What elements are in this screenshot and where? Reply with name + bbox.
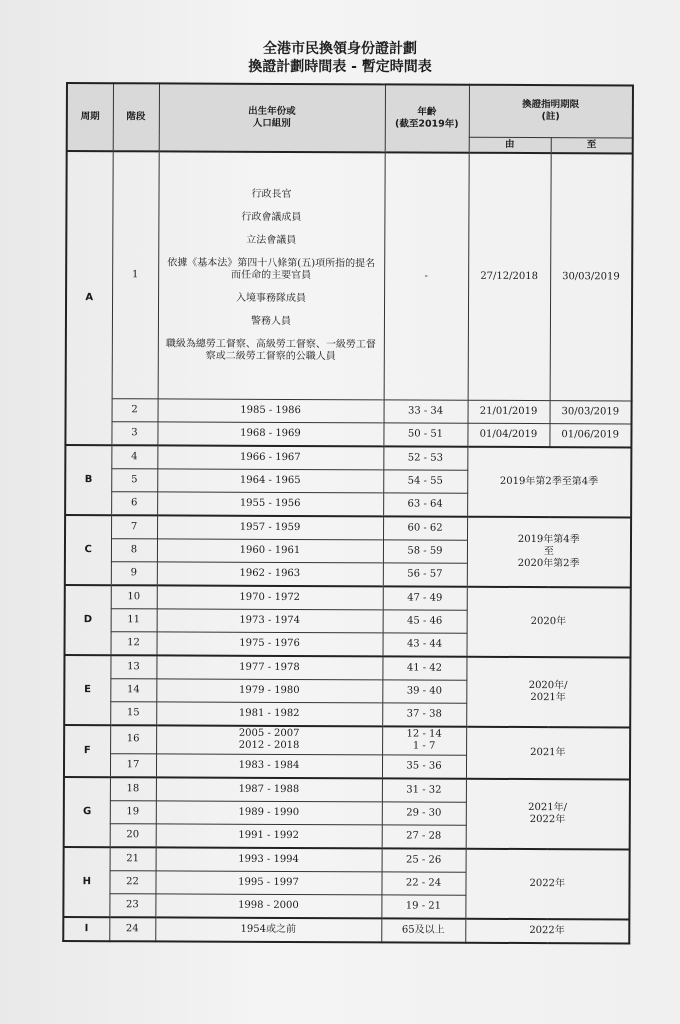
cycle-cell: I [63, 916, 109, 940]
header-phase: 階段 [113, 83, 159, 151]
birth-cell: 1983 - 1984 [156, 753, 382, 777]
from-cell: 01/04/2019 [467, 423, 549, 447]
age-cell: 52 - 53 [383, 446, 467, 470]
period-cell [467, 517, 631, 588]
from-cell: 21/01/2019 [468, 400, 550, 423]
age-cell: 50 - 51 [383, 423, 467, 447]
birth-cell: 1977 - 1978 [156, 655, 382, 679]
phase-cell: 19 [110, 800, 156, 823]
age-cell: 47 - 49 [383, 586, 467, 610]
age-line: 1 - 7 [412, 740, 436, 752]
birth-cell: 1995 - 1997 [155, 870, 381, 894]
phase-cell: 23 [109, 893, 155, 917]
age-cell: 33 - 34 [384, 400, 468, 423]
cycle-cell: B [65, 445, 111, 515]
phase-cell: 1 [112, 151, 159, 399]
phase-cell: 17 [110, 753, 156, 777]
age-cell: - [384, 152, 469, 400]
table-row [65, 445, 631, 471]
age-cell: 63 - 64 [383, 493, 467, 517]
age-cell: 58 - 59 [383, 540, 467, 563]
birth-cell [156, 725, 382, 754]
period-line: 2019年第4季 [517, 533, 580, 546]
period-cell [466, 657, 630, 728]
phase-cell: 10 [111, 585, 157, 609]
table-row [65, 422, 631, 448]
birth-cell: 1998 - 2000 [155, 893, 381, 917]
phase-cell: 8 [111, 539, 157, 562]
birth-cell: 1991 - 1992 [156, 823, 382, 847]
to-cell: 30/03/2019 [550, 401, 632, 424]
table-header [67, 83, 633, 153]
header-period [469, 85, 633, 138]
phase-cell: 4 [111, 445, 157, 469]
table-row [64, 846, 630, 872]
period-cell: 2019年第2季至第4季 [467, 447, 631, 518]
header-birth-line2: 人口組別 [252, 117, 291, 129]
phase-cell: 15 [110, 702, 156, 726]
schedule-table [62, 82, 634, 944]
phase-cell: 16 [110, 725, 156, 753]
period-line: 2020年第2季 [517, 557, 580, 570]
period-line: 至 [543, 546, 554, 558]
age-cell: 65及以上 [381, 918, 465, 942]
birth-line: 2005 - 2007 [238, 728, 300, 740]
header-from: 由 [469, 137, 551, 153]
phase-cell: 11 [111, 609, 157, 632]
table-row [64, 655, 630, 681]
phase-cell: 9 [111, 562, 157, 586]
period-cell: 2020年 [466, 587, 630, 658]
age-cell: 43 - 44 [382, 633, 466, 657]
age-cell: 45 - 46 [383, 610, 467, 633]
header-cycle: 周期 [67, 83, 113, 151]
phase-cell: 24 [109, 917, 155, 941]
table-row [66, 151, 633, 401]
cycle-cell: F [64, 725, 110, 777]
group-item: 依據《基本法》第四十八條第(五)項所指的提名而任命的主要官員 [167, 257, 376, 282]
phase-cell: 3 [111, 422, 157, 446]
age-cell: 22 - 24 [381, 871, 465, 894]
table-row [65, 515, 631, 541]
birth-cell: 1957 - 1959 [157, 515, 383, 539]
period-cell: 2021年 [466, 727, 630, 779]
phase-cell: 12 [110, 632, 156, 656]
birth-cell: 1975 - 1976 [156, 632, 382, 656]
birth-cell: 1985 - 1986 [158, 399, 384, 423]
header-period-line2: (註) [541, 111, 560, 123]
document-subtitle: 換證計劃時間表 - 暫定時間表 [248, 59, 432, 75]
table-row [64, 776, 630, 802]
header-period-line1: 換證指明期限 [522, 99, 580, 111]
birth-cell: 1954或之前 [155, 917, 381, 942]
phase-cell: 22 [109, 870, 155, 893]
cycle-cell: C [65, 515, 111, 585]
table-row [66, 399, 632, 424]
birth-cell: 1973 - 1974 [157, 609, 383, 633]
header-birth-line1: 出生年份或 [248, 105, 296, 118]
phase-cell: 13 [110, 655, 156, 679]
birth-cell: 1993 - 1994 [156, 847, 382, 871]
table-row [65, 585, 631, 611]
birth-cell: 1964 - 1965 [157, 469, 383, 493]
age-cell: 19 - 21 [381, 894, 465, 918]
birth-cell: 1989 - 1990 [156, 800, 382, 824]
from-cell: 27/12/2018 [468, 153, 551, 401]
header-to: 至 [551, 137, 633, 153]
header-age-line2: (截至2019年) [394, 118, 459, 130]
period-cell [466, 778, 630, 849]
phase-cell: 20 [110, 823, 156, 847]
period-cell: 2022年 [465, 918, 629, 943]
document-title: 全港市民換領身份證計劃 [263, 41, 417, 57]
to-cell: 01/06/2019 [549, 424, 631, 448]
cycle-cell: A [65, 151, 112, 445]
table-row [64, 725, 630, 755]
phase-cell: 2 [112, 399, 158, 422]
header-age [385, 84, 469, 152]
birth-line: 2012 - 2018 [238, 740, 300, 752]
period-cell: 2022年 [465, 848, 629, 919]
group-item: 行政會議成員 [241, 211, 302, 224]
age-cell: 37 - 38 [382, 703, 466, 727]
header-age-line1: 年齡 [417, 106, 437, 118]
group-item: 職級為總勞工督察、高級勞工督察、一級勞工督察或二級勞工督察的公職人員 [165, 338, 376, 363]
phase-cell: 6 [111, 492, 157, 516]
age-cell: 56 - 57 [383, 563, 467, 587]
table-row [63, 916, 629, 942]
header-birth [159, 83, 385, 152]
age-cell [382, 726, 466, 754]
period-line: 2022年 [529, 813, 566, 825]
to-cell: 30/03/2019 [550, 153, 633, 401]
age-cell: 35 - 36 [382, 754, 466, 778]
group-item: 警務人員 [250, 315, 291, 327]
age-cell: 60 - 62 [383, 516, 467, 540]
phase-cell: 14 [110, 679, 156, 702]
age-line: 12 - 14 [406, 728, 442, 740]
age-cell: 31 - 32 [382, 778, 466, 802]
cycle-cell: E [64, 655, 110, 725]
birth-cell: 1970 - 1972 [157, 585, 383, 609]
age-cell: 29 - 30 [382, 801, 466, 824]
cycle-cell: D [64, 585, 110, 655]
group-list [158, 151, 385, 399]
group-item: 立法會議員 [246, 234, 297, 247]
group-item: 行政長官 [251, 188, 292, 200]
birth-cell: 1955 - 1956 [157, 492, 383, 516]
phase-cell: 7 [111, 515, 157, 539]
phase-cell: 18 [110, 777, 156, 801]
cycle-cell: G [64, 776, 110, 846]
age-cell: 54 - 55 [383, 470, 467, 493]
group-item: 入境事務隊成員 [236, 292, 307, 305]
birth-cell: 1979 - 1980 [156, 679, 382, 703]
age-cell: 25 - 26 [382, 848, 466, 872]
birth-cell: 1962 - 1963 [157, 562, 383, 586]
birth-cell: 1987 - 1988 [156, 777, 382, 801]
cycle-cell: H [63, 846, 109, 916]
birth-cell: 1966 - 1967 [157, 445, 383, 469]
age-cell: 41 - 42 [382, 656, 466, 680]
period-line: 2020年/ [528, 680, 568, 692]
birth-cell: 1968 - 1969 [157, 422, 383, 446]
age-cell: 27 - 28 [382, 824, 466, 848]
period-line: 2021年/ [528, 801, 568, 813]
phase-cell: 21 [110, 847, 156, 871]
period-line: 2021年 [530, 692, 566, 704]
birth-cell: 1981 - 1982 [156, 702, 382, 726]
phase-cell: 5 [111, 469, 157, 492]
age-cell: 39 - 40 [382, 680, 466, 703]
birth-cell: 1960 - 1961 [157, 539, 383, 563]
